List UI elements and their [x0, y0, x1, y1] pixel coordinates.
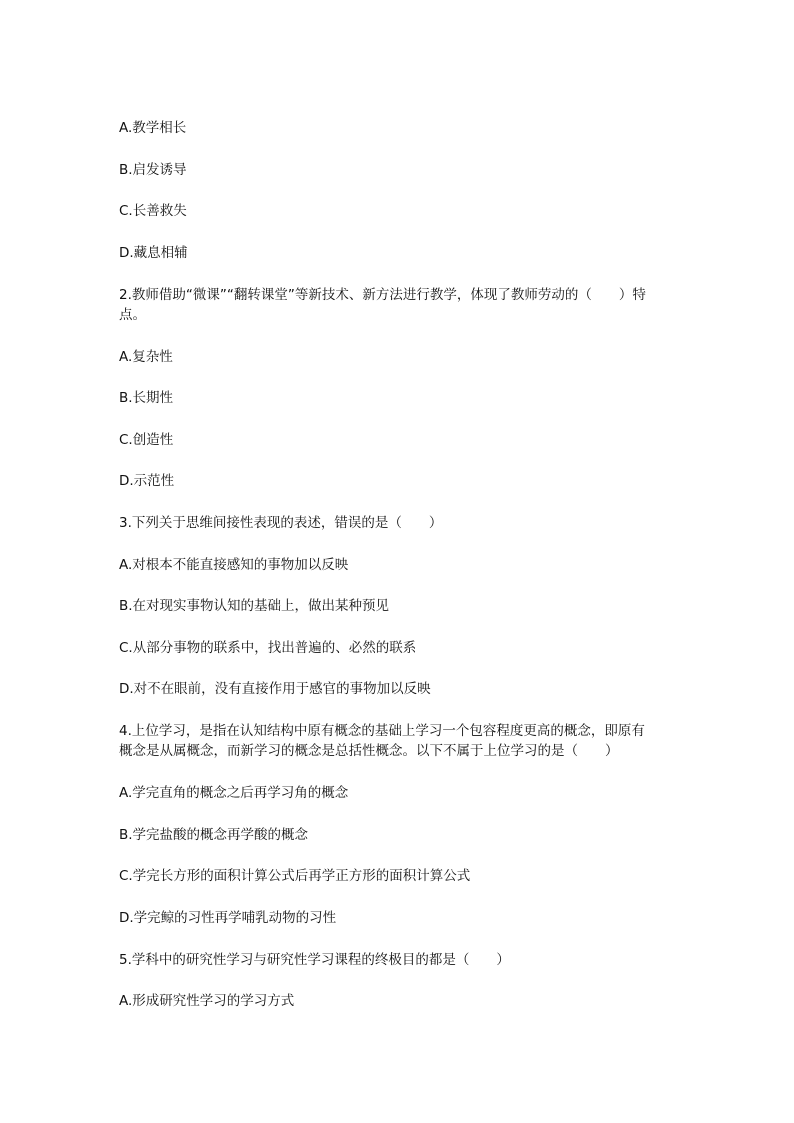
q2-stem-line1: 2.教师借助“微课”“翻转课堂”等新技术、新方法进行教学，体现了教师劳动的（ ）特	[119, 287, 646, 303]
q2-stem-line2: 点。	[119, 307, 146, 323]
q2-option-b: B.长期性	[119, 390, 174, 406]
q4-stem-line1: 4.上位学习，是指在认知结构中原有概念的基础上学习一个包容程度更高的概念，即原有	[119, 723, 645, 739]
q4-option-c: C.学完长方形的面积计算公式后再学正方形的面积计算公式	[119, 868, 471, 884]
q4-stem-line2: 概念是从属概念，而新学习的概念是总括性概念。以下不属于上位学习的是（ ）	[119, 743, 619, 759]
q4-option-a: A.学完直角的概念之后再学习角的概念	[119, 785, 349, 801]
q4-option-b: B.学完盐酸的概念再学酸的概念	[119, 827, 309, 843]
q1-option-d: D.藏息相辅	[119, 245, 188, 261]
q1-option-b: B.启发诱导	[119, 162, 187, 178]
q2-option-a: A.复杂性	[119, 349, 173, 365]
q5-option-a: A.形成研究性学习的学习方式	[119, 993, 295, 1009]
q2-option-d: D.示范性	[119, 473, 175, 489]
q3-option-a: A.对根本不能直接感知的事物加以反映	[119, 557, 349, 573]
q3-option-d: D.对不在眼前，没有直接作用于感官的事物加以反映	[119, 681, 431, 697]
q1-option-a: A.教学相长	[119, 120, 187, 136]
q3-option-c: C.从部分事物的联系中，找出普遍的、必然的联系	[119, 640, 417, 656]
q2-option-c: C.创造性	[119, 432, 174, 448]
q3-stem: 3.下列关于思维间接性表现的表述，错误的是（ ）	[119, 515, 443, 531]
q1-option-c: C.长善救失	[119, 203, 187, 219]
q5-stem: 5.学科中的研究性学习与研究性学习课程的终极目的都是（ ）	[119, 952, 510, 968]
q4-option-d: D.学完鲸的习性再学哺乳动物的习性	[119, 910, 337, 926]
q3-option-b: B.在对现实事物认知的基础上，做出某种预见	[119, 598, 390, 614]
